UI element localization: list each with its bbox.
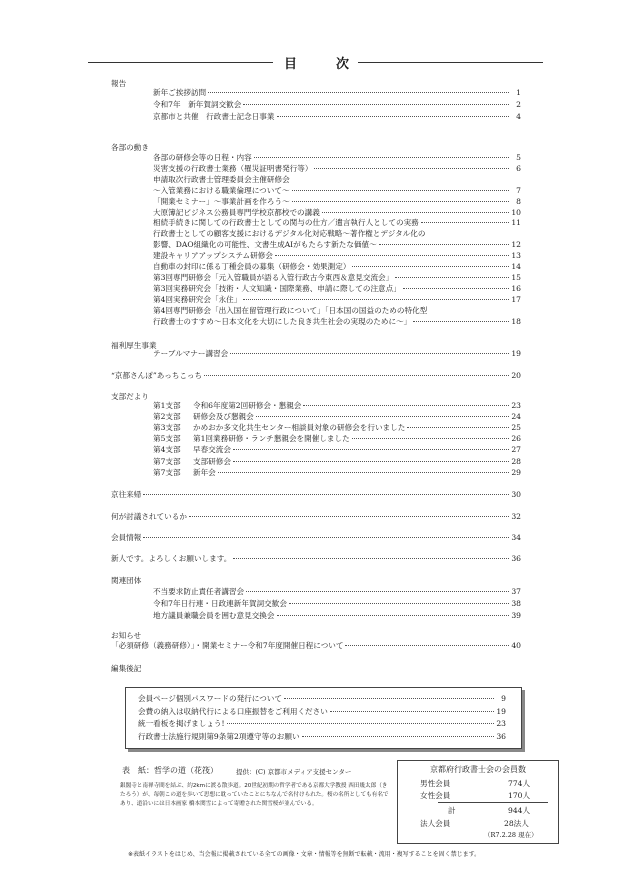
toc-row[interactable] [153,251,521,261]
toc-title: 「必須研修（義務研修）」・開業セミナー令和7年度開催日程について [111,641,344,650]
toc-page: 30 [511,490,521,499]
toc-page: 14 [511,262,521,271]
section-kakubu: 各部の動き [111,143,149,152]
toc-page: 37 [511,587,521,596]
branch-label: 第7支部 [153,456,181,466]
section-fukuri: 福利厚生事業 [111,341,157,350]
title-rule-left [88,62,273,63]
toc-title: 何が討議されているか [111,512,187,521]
toc-page: 27 [511,445,521,455]
toc-title: 大原簿記ビジネス公務員専門学校京都校での講義 [153,207,320,217]
toc-page: 28 [511,456,521,466]
leader-dots [143,537,509,538]
toc-page: 12 [511,240,521,250]
toc-title: 第4回専門研修会「出入国在留管理行政について」「日本国の国益のための特化型 [153,305,428,315]
toc-title: 行政書士法施行規則第9条第2項遵守等のお願い [138,731,300,741]
leader-dots [403,288,509,289]
toc-row[interactable] [153,306,521,316]
leader-dots [330,711,494,712]
leader-dots [322,212,509,213]
toc-page: 23 [511,401,521,410]
toc-title: 新人です。よろしくお願いします。 [111,554,232,563]
toc-title: 早春交流会 [193,445,231,455]
toc-row[interactable] [153,218,521,228]
toc-title: テーブルマナー講習会 [153,349,229,358]
toc-page: 10 [511,207,521,217]
toc-title: 京往来帰 [111,490,142,499]
leader-dots [277,615,510,616]
leader-dots [204,375,509,376]
toc-row[interactable] [153,457,521,467]
leader-dots [256,416,509,417]
toc-row[interactable] [153,317,521,327]
footer-notice: ※表紙イラストをはじめ、当会報に掲載されている全ての画像・文章・情報等を無断で転載・流用・複写することを固く禁じます。 [128,851,481,858]
leader-dots [292,201,509,202]
leader-dots [352,266,509,267]
leader-dots [233,461,509,462]
toc-page: 36 [511,554,521,563]
toc-title: 建設キャリアアップシステム研修会 [153,251,273,261]
toc-row[interactable] [153,587,521,597]
leader-dots [277,116,510,117]
toc-title: 支部研修会 [193,456,231,466]
toc-title: 申請取次行政書士管理委員会主催研修会 [153,174,290,184]
toc-page: 13 [511,251,521,261]
branch-label: 第5支部 [153,434,181,444]
leader-dots [254,157,509,158]
toc-page: 17 [511,294,521,304]
toc-page: 16 [511,283,521,293]
page-title-char-1: 目 [284,57,299,72]
toc-page: 32 [511,512,521,521]
leader-dots [243,299,509,300]
section-oshirase: お知らせ [111,631,142,640]
toc-title: 影響、DAO組織化の可能性、文書生成AIがもたらす新たな価値～ [153,240,377,250]
leader-dots [395,277,509,278]
cover-credit: 提供：(C) 京都市メディア支援センター [236,768,352,776]
toc-page: 11 [511,218,521,228]
toc-row[interactable] [153,445,521,455]
leader-dots [275,255,509,256]
toc-row[interactable] [153,100,521,110]
toc-page: 36 [496,731,506,741]
toc-row[interactable] [153,262,521,272]
toc-page: 23 [496,719,506,728]
toc-page: 39 [511,611,521,620]
toc-row[interactable] [153,434,521,444]
leader-dots [303,405,509,406]
leader-dots [413,321,509,322]
toc-page: 19 [496,706,506,716]
toc-title: 不当要求防止責任者講習会 [153,587,245,596]
leader-dots [243,104,509,105]
toc-title: 新年会 [193,467,216,477]
toc-page: 9 [501,694,506,703]
toc-row[interactable] [153,164,521,174]
leader-dots [379,244,509,245]
toc-title: 「開業セミナー」～事業計画を作ろう～ [153,196,290,206]
toc-row[interactable] [153,611,521,621]
toc-page: 34 [511,533,521,542]
toc-row[interactable] [153,240,521,250]
member-total-rule [438,802,548,803]
toc-row[interactable] [138,694,506,704]
cover-description: 銀閣寺と南禅寺間を結ぶ、約2kmに渡る散歩道。20世紀初期の哲学者である京都大学教授 西田幾太郎（きたろう）が、毎朝この道を歩いて思想に耽っていたことにちなんで名付けられた。桜の名所としても有名であり、道沿いには日本画家 橋本関雪によって寄贈された関雪桜が並んでいる。 [120,783,389,807]
toc-title: “京都さんぽ”あっちこっち [111,371,203,380]
toc-page: 26 [511,434,521,444]
toc-row[interactable] [153,273,521,283]
leader-dots [407,427,509,428]
leader-dots [421,222,509,223]
leader-dots [284,698,494,699]
toc-row[interactable] [153,208,521,218]
toc-title: 会員情報 [111,533,142,542]
member-count-title: 京都府行政書士会の会員数 [430,765,526,774]
branch-label: 第4支部 [153,445,181,455]
toc-title: 京都市と共催 行政書士記念日事業 [153,112,275,121]
toc-row[interactable] [153,88,521,98]
cover-label: 表 紙：哲学の道（花筏） [122,766,218,775]
member-count-box [397,760,559,844]
leader-dots [230,353,509,354]
toc-title: 令和6年度第2回研修会・懇親会 [193,401,302,410]
toc-page: 40 [511,641,521,650]
toc-row-nani[interactable] [111,512,521,522]
toc-title: 第3回実務研究会「技術・人文知識・国際業務、申請に際しての注意点」 [153,283,401,293]
toc-page: 25 [511,423,521,433]
toc-title: 自動車の封印に係る丁種会員の募集（研修会・効果測定） [153,262,351,271]
male-value: 774人 [508,779,531,788]
toc-title: ～入管業務における職業倫理について～ [153,185,290,195]
toc-title: 令和7年 新年賀詞交歓会 [153,100,242,109]
section-kanren: 関連団体 [111,576,142,585]
title-rule-right [358,62,543,63]
branch-label: 第7支部 [153,467,181,477]
leader-dots [289,603,509,604]
leader-dots [189,516,509,517]
notice-box [125,687,522,749]
toc-row[interactable] [153,401,521,411]
female-value: 170人 [508,791,531,800]
leader-dots [143,494,509,495]
branch-label: 第2支部 [153,412,181,422]
toc-row[interactable] [153,153,521,163]
toc-title: 行政書士としての顧客支援におけるデジタル化対応戦略～著作権とデジタル化の [153,229,426,239]
toc-row[interactable] [153,229,521,239]
toc-page: 19 [511,349,521,358]
toc-title: 第1回業務研修・ランチ懇親会を開催しました [193,434,350,444]
leader-dots [218,472,509,473]
toc-row[interactable] [153,599,521,609]
toc-row-ouki[interactable] [111,490,521,500]
toc-title: 行政書士のすすめ～日本文化を大切にした良き共生社会の実現のために～」 [153,316,412,326]
toc-row[interactable] [138,732,506,742]
toc-page: 29 [511,467,521,477]
toc-title: かめおか多文化共生センター相談員対象の研修会を行いました [193,423,406,433]
toc-row[interactable] [153,412,521,422]
toc-row[interactable] [138,719,506,729]
toc-page: 2 [516,100,521,109]
toc-row[interactable] [153,349,521,359]
toc-row[interactable] [138,707,506,717]
leader-dots [352,438,509,439]
toc-title: 第3回専門研修会「元入管職員が語る入管行政古今東西＆意見交流会」 [153,272,394,282]
toc-page: 1 [516,88,521,97]
toc-page: 7 [516,185,521,195]
toc-row[interactable] [111,641,521,651]
toc-row-kaiin[interactable] [111,533,521,543]
toc-page: 5 [516,153,521,162]
total-label: 計 [448,806,456,815]
toc-title: 各部の研修会等の日程・内容 [153,153,252,162]
toc-page: 15 [511,272,521,282]
toc-page: 20 [511,371,521,380]
toc-title: 統一看板を掲げましょう! [138,719,225,728]
leader-dots [233,449,509,450]
member-date: （R7.2.28 現在） [484,831,538,839]
toc-page: 38 [511,599,521,608]
toc-page: 6 [516,163,521,173]
leader-dots [314,168,509,169]
branch-label: 第1支部 [153,401,181,410]
toc-row-kyoto-sanpo[interactable] [111,371,521,381]
leader-dots [345,645,509,646]
toc-title: 会員ページ個別パスワードの発行について [138,694,282,703]
corp-label: 法人会員 [420,819,451,828]
corp-value: 28法人 [504,819,529,828]
toc-row-shinnyu[interactable] [111,554,521,564]
section-shibu: 支部だより [111,392,149,401]
toc-title: 相続手続きに関しての行政書士としての関与の仕方／遺言執行人としての実務 [153,218,419,228]
section-houkoku: 報告 [111,79,127,88]
toc-row[interactable] [153,284,521,294]
female-label: 女性会員 [420,791,451,800]
male-label: 男性会員 [420,779,451,788]
toc-title: 研修会及び懇親会 [193,412,254,422]
toc-row[interactable] [153,186,521,196]
leader-dots [246,591,509,592]
leader-dots [302,736,494,737]
toc-row[interactable] [153,423,521,433]
toc-title: 新年ご挨拶訪問 [153,88,207,97]
toc-row[interactable] [153,175,521,185]
toc-title: 第4回実務研究会「永住」 [153,294,242,304]
toc-title: 地方議員兼職会員を囲む意見交換会 [153,611,275,620]
leader-dots [292,190,509,191]
toc-page: 4 [516,112,521,121]
leader-dots [233,558,509,559]
page-title-char-2: 次 [336,57,351,72]
leader-dots [227,723,494,724]
toc-title: 令和7年日行連・日政連新年賀詞交歓会 [153,599,287,608]
toc-title: 会費の納入は収納代行による口座振替をご利用ください [138,706,328,716]
toc-row[interactable] [153,295,521,305]
toc-page: 8 [516,196,521,206]
toc-row[interactable] [153,197,521,207]
branch-label: 第3支部 [153,423,181,433]
toc-row[interactable] [153,468,521,478]
total-value: 944人 [508,806,531,815]
section-henshu: 編集後記 [111,664,142,673]
toc-page: 18 [511,316,521,326]
toc-page: 24 [511,412,521,422]
toc-row[interactable] [153,112,521,122]
leader-dots [208,92,509,93]
toc-title: 災害支援の行政書士業務（罹災証明書発行等） [153,163,313,173]
